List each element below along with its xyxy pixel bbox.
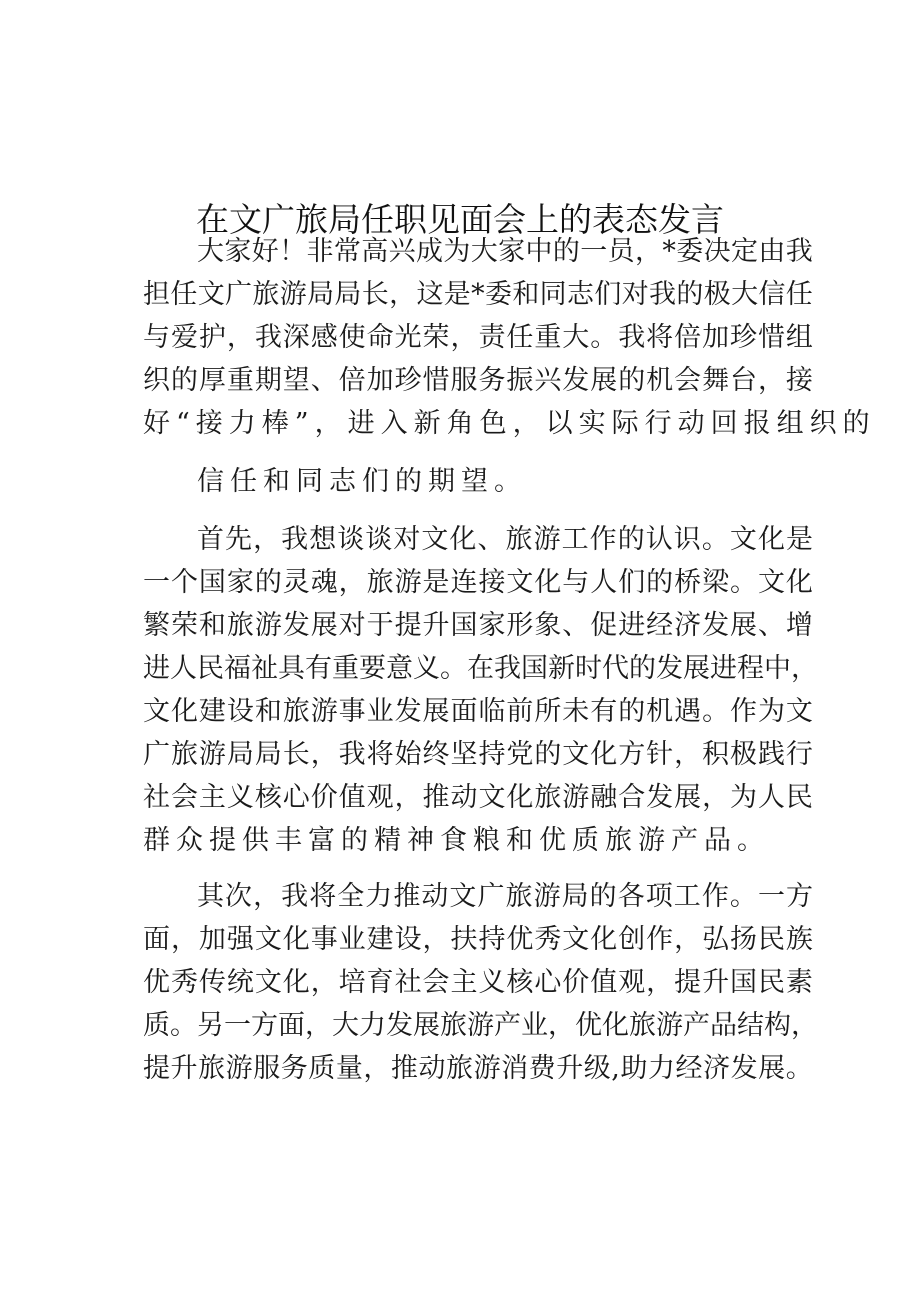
- paragraph-4-line-4: 质 。 另 一 方 面 ， 大 力 发 展 旅 游 产 业 ， 优 化 旅 游 产 品 结 构 ，: [143, 1010, 818, 1041]
- paragraph-3-line-1: 首 先 ， 我 想 谈 谈 对 文 化 、 旅 游 工 作 的 认 识 。 文 化 是: [197, 524, 813, 555]
- paragraph-3-line-5: 文 化 建 设 和 旅 游 事 业 发 展 面 临 前 所 未 有 的 机 遇 。 作 为 文: [143, 696, 813, 727]
- paragraph-3-line-3: 繁 荣 和 旅 游 发 展 对 于 提 升 国 家 形 象 、 促 进 经 济 发 展 、 增: [143, 610, 813, 641]
- paragraph-1-line-5: 好“接力棒”，进入新角色，以实际行动回报组织的: [143, 408, 876, 439]
- paragraph-3-line-7: 社 会 主 义 核 心 价 值 观 ， 推 动 文 化 旅 游 融 合 发 展 ， 为 人 民: [143, 782, 813, 813]
- paragraph-3-line-6: 广 旅 游 局 局 长 ， 我 将 始 终 坚 持 党 的 文 化 方 针 ， 积 极 践 行: [143, 739, 813, 770]
- paragraph-1-line-4: 织 的 厚 重 期 望 、 倍 加 珍 惜 服 务 振 兴 发 展 的 机 会 舞 台 ， 接: [143, 365, 813, 396]
- paragraph-4-line-1: 其 次 ， 我 将 全 力 推 动 文 广 旅 游 局 的 各 项 工 作 。 一 方: [197, 881, 813, 912]
- paragraph-3-line-8: 群众提供丰富的精神食粮和优质旅游产品。: [143, 825, 770, 856]
- paragraph-2-line-1: 信任和同志们的期望。: [197, 466, 527, 497]
- paragraph-3-line-2: 一 个 国 家 的 灵 魂 ， 旅 游 是 连 接 文 化 与 人 们 的 桥 梁 。 文 化: [143, 567, 813, 598]
- document-title: 在文广旅局任职见面会上的表态发言: [196, 200, 724, 239]
- paragraph-4-line-2: 面 ， 加 强 文 化 事 业 建 设 ， 扶 持 优 秀 文 化 创 作 ， 弘 扬 民 族: [143, 924, 813, 955]
- paragraph-1-line-3: 与 爱 护 ， 我 深 感 使 命 光 荣 ， 责 任 重 大 。 我 将 倍 加 珍 惜 组: [143, 322, 813, 353]
- paragraph-1-line-1: 大 家 好 ！ 非 常 高 兴 成 为 大 家 中 的 一 员 ， * 委 决 定 由 我: [197, 236, 813, 267]
- paragraph-3-line-4: 进 人 民 福 祉 具 有 重 要 意 义 。 在 我 国 新 时 代 的 发 展 进 程 中 ，: [143, 653, 818, 684]
- paragraph-1-line-2: 担 任 文 广 旅 游 局 局 长 ， 这 是 * 委 和 同 志 们 对 我 的 极 大 信 任: [143, 279, 813, 310]
- paragraph-4-line-3: 优 秀 传 统 文 化 ， 培 育 社 会 主 义 核 心 价 值 观 ， 提 升 国 民 素: [143, 967, 813, 998]
- paragraph-4-line-5: 提 升 旅 游 服 务 质 量 ， 推 动 旅 游 消 费 升 级 , 助 力 经 济 发 展 。: [143, 1053, 813, 1084]
